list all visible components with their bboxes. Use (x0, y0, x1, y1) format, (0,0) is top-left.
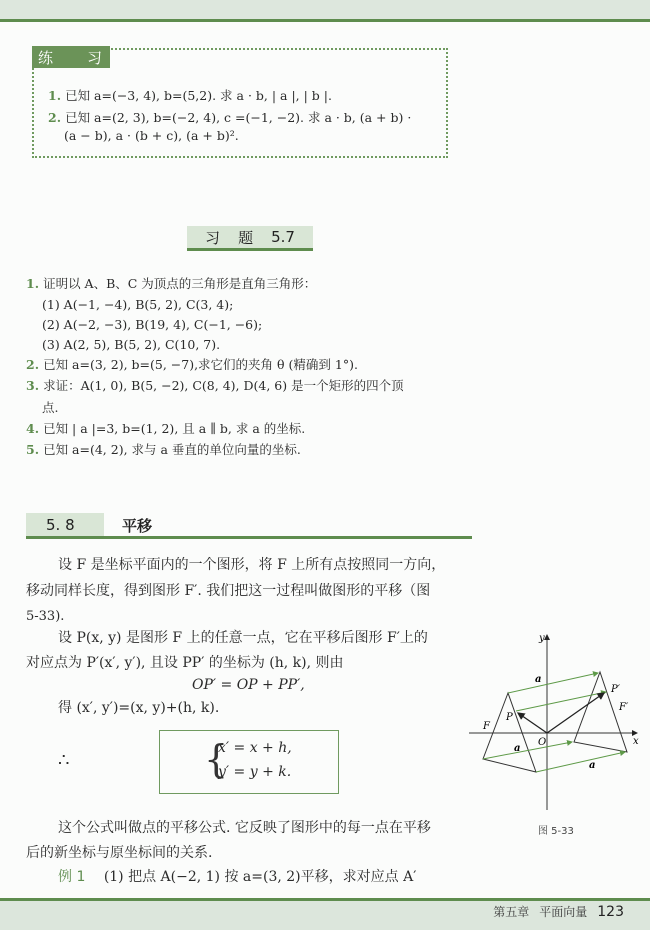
translation-formula-box (159, 730, 339, 794)
svg-text:P′: P′ (611, 684, 620, 695)
practice-item-1: 1. 已知 a=(−3, 4), b=(5,2). 求 a · b, | a |, | b |. (48, 88, 332, 103)
paragraph-1-line-2: 移动同样长度，得到图形 F′. 我们把这一过程叫做图形的平移（图 (26, 583, 431, 599)
exercise-1-sub-1: (1) A(−1, −4), B(5, 2), C(3, 4); (42, 297, 234, 312)
paragraph-2-line-1: 设 P(x, y) 是图形 F 上的任意一点，它在平移后图形 F′上的 (58, 630, 428, 646)
practice-item-2-cont: (a − b), a · (b + c), (a + b)². (64, 128, 239, 143)
svg-text:F′: F′ (619, 702, 629, 713)
exercise-5: 5. 已知 a=(4, 2), 求与 a 垂直的单位向量的坐标. (26, 442, 301, 457)
practice-tag-char-2: 习 (86, 48, 102, 67)
page-number: 123 (597, 904, 624, 920)
figure-5-33 (440, 625, 650, 825)
section-header (26, 513, 472, 539)
svg-text:P: P (506, 712, 513, 723)
exercise-2: 2. 已知 a=(3, 2), b=(5, −7),求它们的夹角 θ (精确到 1°). (26, 357, 358, 372)
footer-chapter: 第五章 (493, 905, 530, 919)
svg-text:a: a (589, 760, 596, 771)
exercise-1-sub-3: (3) A(2, 5), B(5, 2), C(10, 7). (42, 337, 221, 352)
exercise-4: 4. 已知 | a |=3, b=(1, 2), 且 a ∥ b, 求 a 的坐标. (26, 421, 306, 436)
practice-tag-char-1: 练 (38, 48, 54, 67)
section-title: 平移 (122, 517, 153, 535)
example-label: 例 1 (58, 869, 86, 885)
svg-text:a: a (535, 674, 542, 685)
formula-line-y: y′ = y + k. (218, 764, 292, 780)
example-1 (58, 864, 416, 891)
section-number: 5. 8 (26, 513, 104, 536)
brace-symbol: { (204, 737, 229, 781)
figure-caption: 图 5-33 (538, 826, 574, 837)
example-text: (1) 把点 A(−2, 1) 按 a=(3, 2)平移，求对应点 A′ (103, 869, 417, 885)
svg-text:x: x (633, 736, 639, 747)
svg-text:F: F (483, 721, 490, 732)
exercise-3-cont: 点. (42, 400, 59, 415)
practice-item-2: 2. 已知 a=(2, 3), b=(−2, 4), c =(−1, −2). 求 a · b, (a + b) · (48, 110, 412, 125)
coordinate-equation: 得 (x′, y′)=(x, y)+(h, k). (58, 700, 220, 716)
footer-chapter-title: 平面向量 (539, 905, 588, 919)
therefore-symbol: ∴ (58, 750, 70, 771)
exercise-title: 习 题 5.7 (187, 226, 313, 251)
exercise-1: 1. 证明以 A、B、C 为顶点的三角形是直角三角形： (26, 276, 317, 291)
svg-text:a: a (514, 743, 521, 754)
paragraph-3-line-1: 这个公式叫做点的平移公式. 它反映了图形中的每一点在平移 (58, 820, 431, 836)
paragraph-3-line-2: 后的新坐标与原坐标间的关系. (26, 845, 213, 861)
exercise-3: 3. 求证：A(1, 0), B(5, −2), C(8, 4), D(4, 6) 是一个矩形的四个顶 (26, 378, 404, 393)
paragraph-1-line-1: 设 F 是坐标平面内的一个图形，将 F 上所有点按照同一方向， (58, 557, 446, 573)
practice-tag (32, 46, 110, 68)
svg-text:y: y (539, 633, 545, 644)
page-footer (493, 903, 624, 920)
formula-line-x: x′ = x + h, (218, 740, 292, 756)
page-top-band (0, 0, 650, 22)
paragraph-2-line-2: 对应点为 P′(x′, y′), 且设 PP′ 的坐标为 (h, k), 则由 (26, 655, 344, 671)
exercise-1-sub-2: (2) A(−2, −3), B(19, 4), C(−1, −6); (42, 317, 263, 332)
svg-text:O: O (538, 737, 547, 748)
paragraph-1-line-3: 5-33). (26, 609, 65, 624)
vector-equation: OP′ = OP + PP′, (192, 677, 305, 693)
